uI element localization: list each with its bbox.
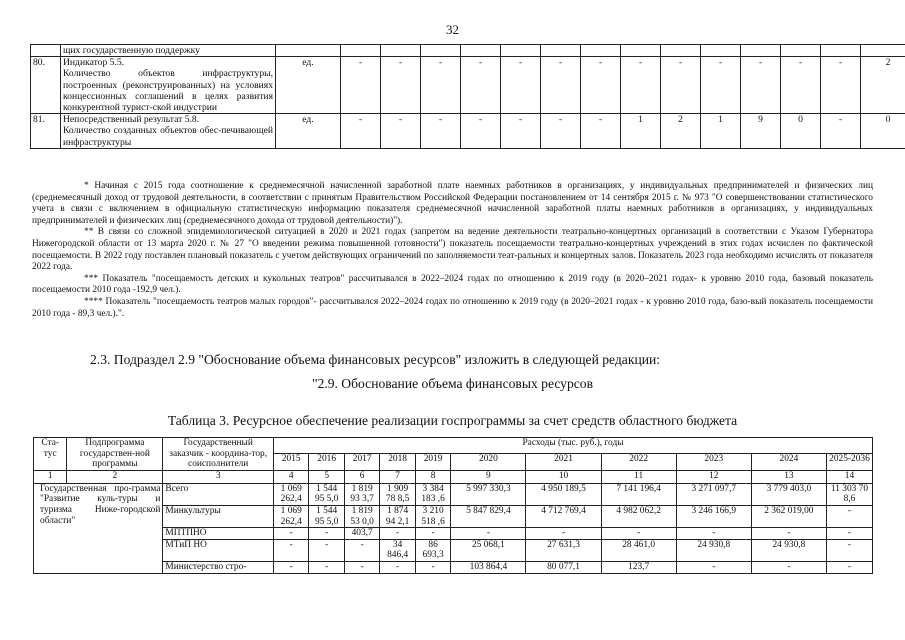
row-number: 81. (31, 114, 61, 149)
header-expenses: Расходы (тыс. руб.), годы (273, 438, 872, 454)
header-year: 2023 (676, 454, 751, 470)
header-year: 2016 (309, 454, 344, 470)
indicator-name: Индикатор 5.5. Количество объектов инфраструктуры, построенных (реконструированных) на условиях концессионных соглашений в целях развития конкурентной турист-ской индустрии (61, 57, 276, 114)
header-year: 2021 (526, 454, 601, 470)
table-row: Минкультуры 1 069 262,4 1 544 95 5,0 1 819 53 0,0 1 874 94 2,1 3 210 518 ,6 5 847 829,4 4 712 769,4 4 982 062,2 3 246 166,9 2 362 019,00 - (34, 505, 873, 527)
header-row (34, 438, 873, 454)
table-row: 81. Непосредственный результат 5.8. Количество созданных объектов обес-печивающей инфраструктуры ед. - - - - - - - 1 2 1 9 0 - 0 (31, 114, 905, 149)
header-year: 2022 (601, 454, 676, 470)
program-name: Государственная про-грамма "Развитие куль-туры и туризма Ниже-городской области" (34, 483, 163, 573)
customer-name: Минкультуры (163, 505, 274, 527)
cont-text: щих государственную поддержку (61, 45, 276, 57)
header-year: 2017 (344, 454, 379, 470)
unit: ед. (276, 114, 341, 149)
footnote: *** Показатель "посещаемость детских и кукольных театров" рассчитывался в 2022–2024 годах по отношению к 2019 году (в 2020–2021 годах- к уровню 2010 года, базовый показатель посещаемости 2010 года -192,9 чел.). (32, 273, 873, 296)
footnote: **** Показатель "посещаемость театров малых городов"- рассчитывался 2022–2024 годах по отношению к 2019 году (в 2020–2021 годах - к уровню 2010 года, базо-вый показатель посещаемости 2010 года - 89,3 чел.).". (32, 296, 873, 319)
header-status: Ста-тус (34, 438, 67, 471)
footnote: * Начиная с 2015 года соотношение к среднемесячной начисленной заработной плате наемных работников в организациях, у индивидуальных предпринимателей и физических лиц (среднемесячный доход от трудовой деятельности, в соответствии с принятым Правительством Российской Федерации постановлением от 14 сентября 2015 г. № 973 "О совершенствовании статистического учета в связи с включением в официальную статистическую информацию показателя среднемесячной начисленной заработной платы наемных работников в организациях, у индивидуальных предпринимателей и физических лиц (среднемесячного дохода от трудовой деятельности)"). (32, 181, 873, 226)
header-year: 2024 (751, 454, 826, 470)
table-caption: Таблица 3. Ресурсное обеспечение реализации госпрограммы за счет средств областного бюджета (167, 413, 738, 428)
table-row: МПТПНО - - 403,7 - - - - - - - - (34, 528, 873, 540)
header-subprogram: Подпрограмма государствен-ной программы (67, 438, 163, 471)
table-row: 80. Индикатор 5.5. Количество объектов инфраструктуры, построенных (реконструированных) на условиях концессионных соглашений в целях развития конкурентной турист-ской индустрии ед. - - - - - - - - - - - - - 2 (31, 57, 905, 114)
footnotes (32, 181, 873, 320)
page-number: 32 (446, 22, 459, 37)
indicator-name: Непосредственный результат 5.8. Количество созданных объектов обес-печивающей инфраструктуры (61, 114, 276, 149)
table-row: МТиП НО - - - 34 846,4 86 693,3 25 068,1 27 631,3 28 461,0 24 930,8 24 930,8 - (34, 539, 873, 561)
table-row: Государственная про-грамма "Развитие куль-туры и туризма Ниже-городской области" Всего 1 069 262,4 1 544 95 5,0 1 819 93 3,7 1 909 78 8,5 3 384 183 ,6 5 997 330,3 4 950 189,5 7 141 196,4 3 271 097,7 3 779 403,0 11 303 70 8,6 (34, 483, 873, 505)
table-row: Министерство стро- - - - - - 103 864,4 80 077,1 123,7 - - - (34, 561, 873, 573)
table-row (31, 45, 905, 57)
header-year: 2018 (380, 454, 415, 470)
header-year: 2015 (273, 454, 308, 470)
customer-name: МПТПНО (163, 528, 274, 540)
column-number-row: 1 2 3 4 5 6 7 8 9 10 11 12 13 14 (34, 470, 873, 483)
header-customer: Государственный заказчик - координа-тор, соисполнители (163, 438, 274, 471)
row-number: 80. (31, 57, 61, 114)
unit: ед. (276, 57, 341, 114)
header-year: 2020 (451, 454, 526, 470)
section-heading: 2.3. Подраздел 2.9 "Обоснование объема финансовых ресурсов" изложить в следующей редакции: (90, 352, 661, 367)
header-year: 2025-2036 (826, 454, 872, 470)
header-year: 2019 (415, 454, 450, 470)
section-title: "2.9. Обоснование объема финансовых ресурсов (311, 376, 594, 391)
customer-name: Министерство стро- (163, 561, 274, 573)
indicators-table (30, 44, 905, 149)
resource-table (33, 437, 873, 574)
customer-name: МТиП НО (163, 539, 274, 561)
footnote: ** В связи со сложной эпидемиологической ситуацией в 2020 и 2021 годах (запретом на ведение деятельности театрально-концертных организаций в соответствии с Указом Губернатора Нижегородской области от 13 марта 2020 г. № 27 "О введении режима повышенной готовности") показатель посещаемости театрально-концертных учреждений в этих годах исчислен по фактической посещаемости. В 2022 году поставлен плановый показатель с учетом действующих ограничений по заполняемости теат-ральных и концертных залов. Показатель 2023 года необходимо исчислять от показателя 2022 года. (32, 227, 873, 273)
customer-name: Всего (163, 483, 274, 505)
